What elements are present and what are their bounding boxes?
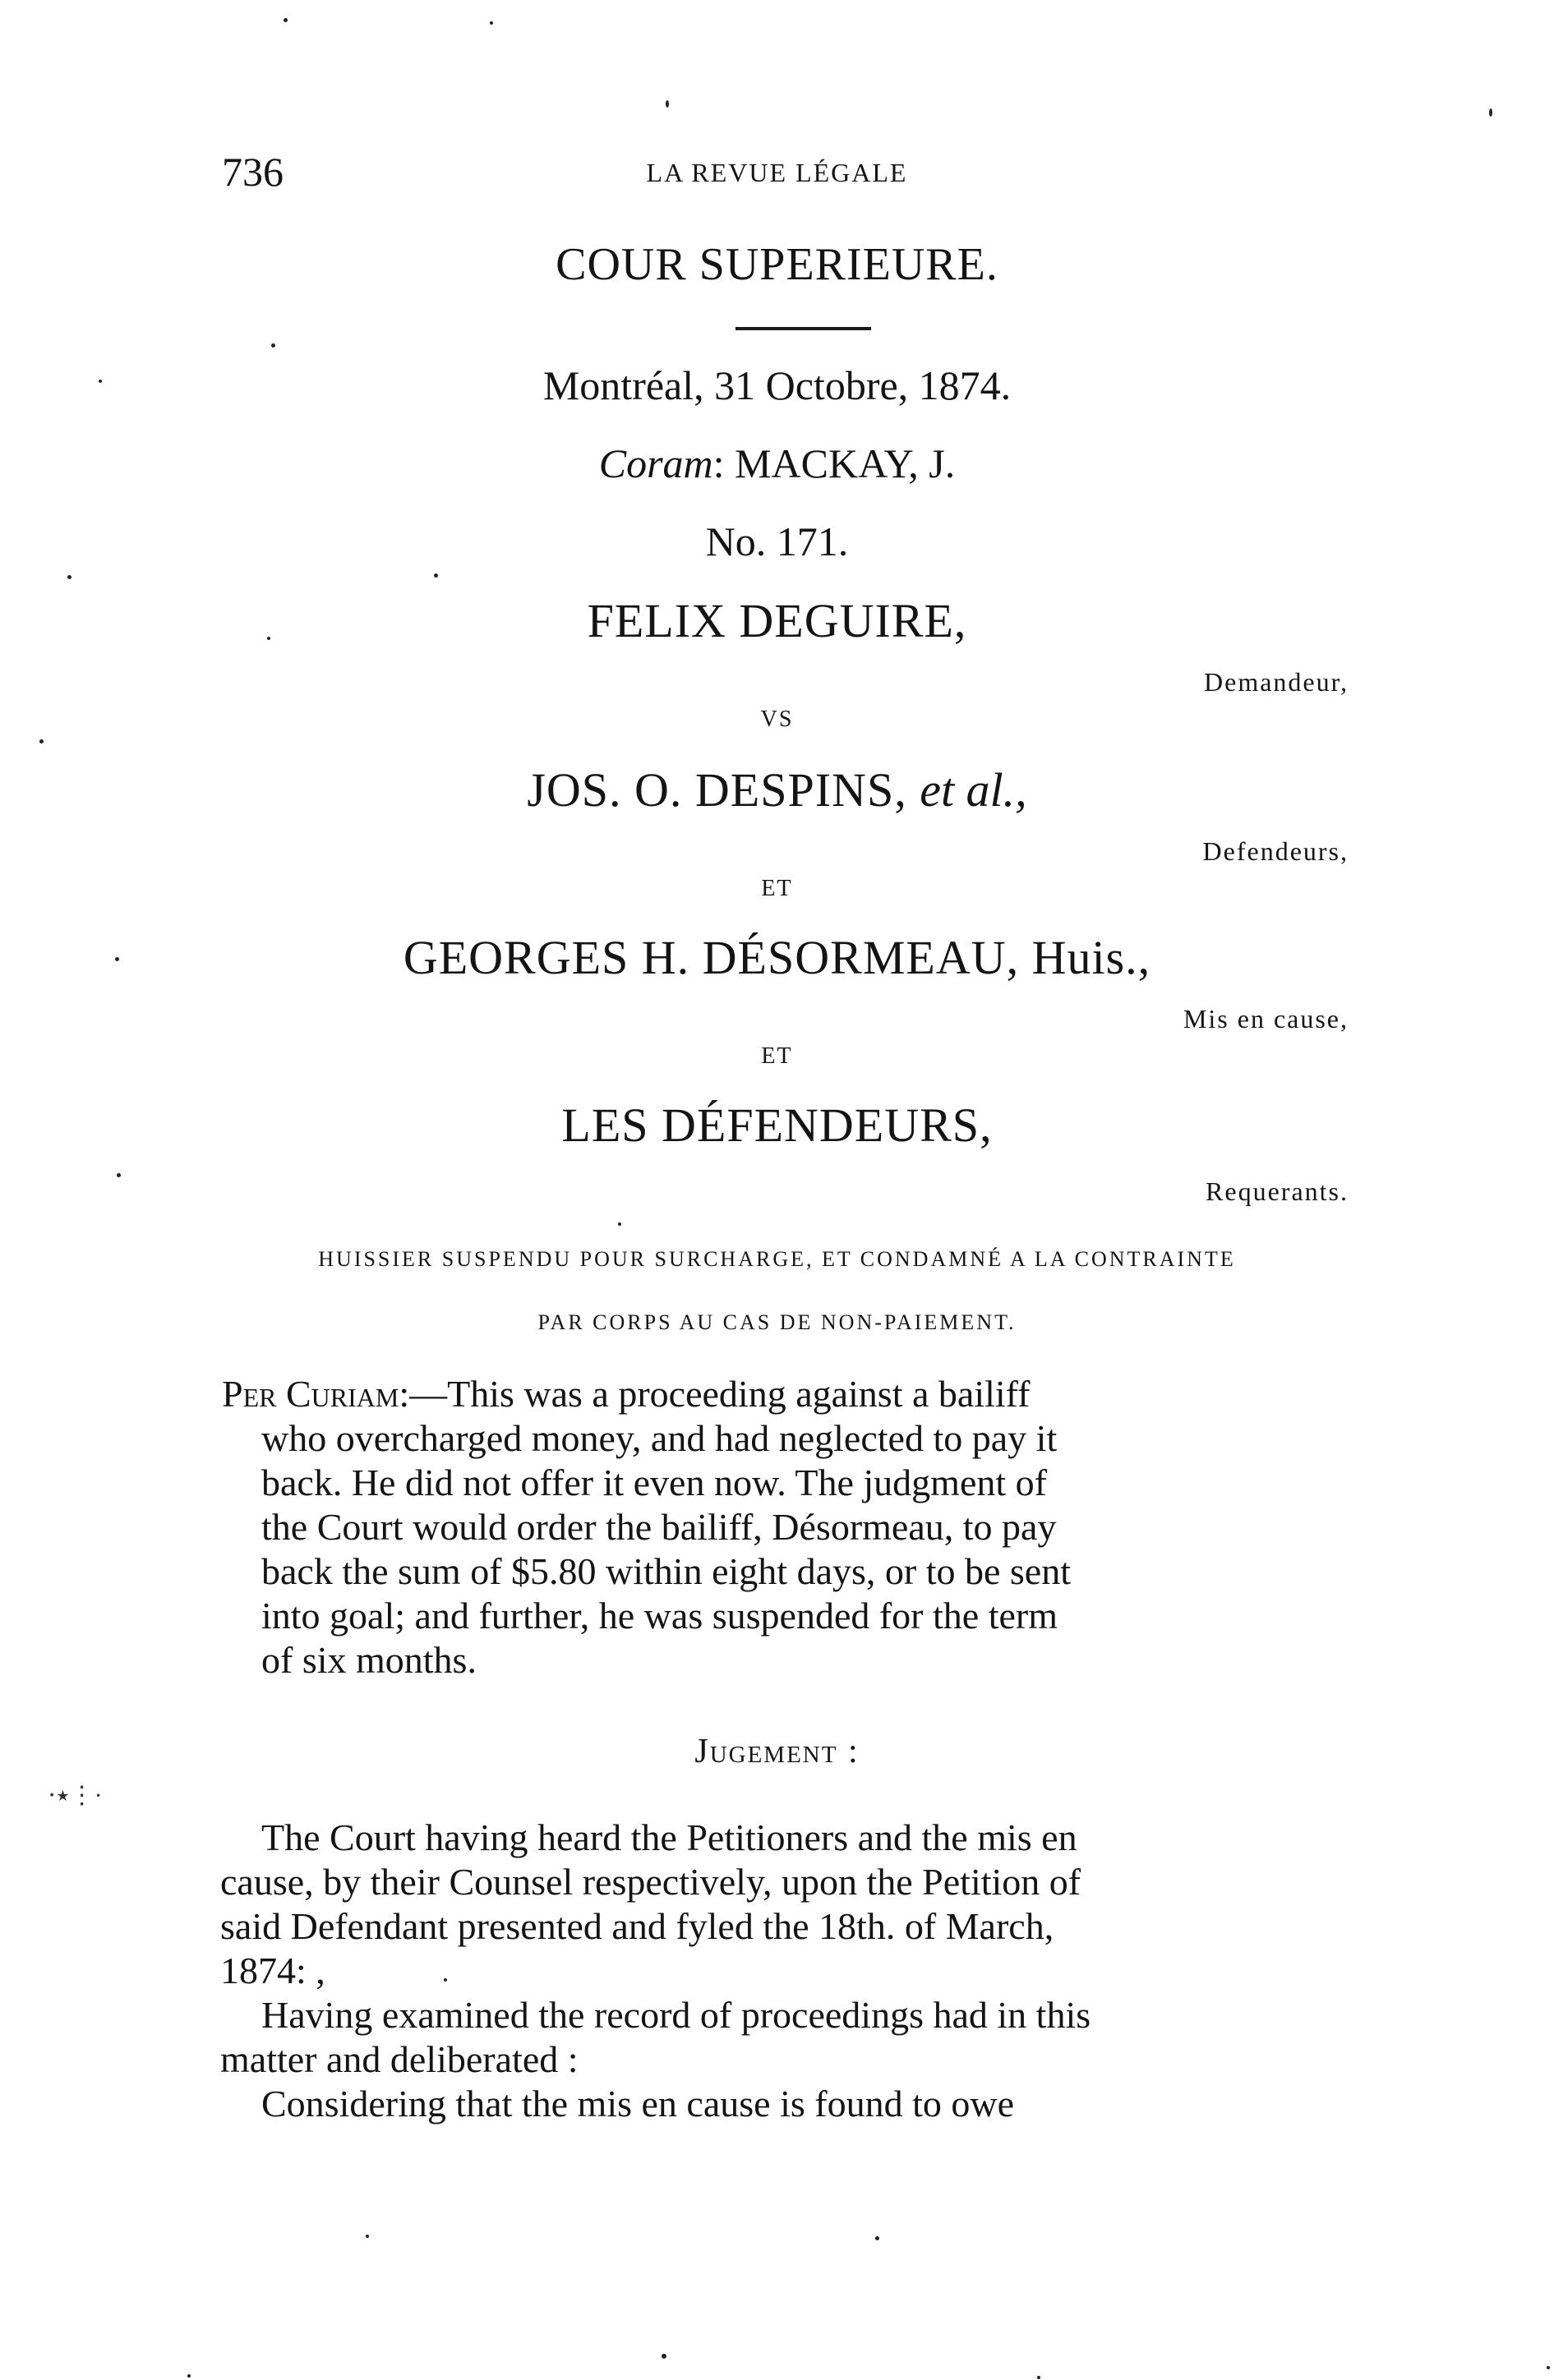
- judgment-line-5: Having examined the record of proceedings had in this: [261, 1994, 1091, 2036]
- coram-line: [0, 440, 1554, 487]
- jugement-heading: Jugement :: [694, 1733, 860, 1770]
- defendant-line: [0, 762, 1554, 817]
- per-curiam-line-2: who overcharged money, and had neglected to pay it: [261, 1417, 1058, 1459]
- scan-speck: [666, 100, 669, 108]
- scan-speck: [1037, 2376, 1040, 2379]
- per-curiam-line-1: [222, 1372, 1030, 1416]
- per-curiam-line-4: the Court would order the bailiff, Désormeau, to pay: [261, 1506, 1057, 1548]
- mis-en-cause-name: GEORGES H. DÉSORMEAU, Huis.,: [403, 931, 1151, 984]
- scan-speck: [366, 2235, 369, 2238]
- judgment-line-7: Considering that the mis en cause is found to owe: [261, 2083, 1015, 2125]
- requerants-name: LES DÉFENDEURS,: [561, 1098, 993, 1152]
- scan-speck: [284, 18, 288, 22]
- per-curiam-text-1: :—This was a proceeding against a bailiff: [399, 1373, 1031, 1415]
- ink-blot: ⋅٭⋮·: [48, 1782, 103, 1809]
- scan-speck: [267, 637, 270, 640]
- defendant-name: JOS. O. DESPINS,: [527, 763, 907, 817]
- judgment-line-6: matter and deliberated :: [220, 2038, 579, 2080]
- per-curiam-line-5: back the sum of $5.80 within eight days, or to be sent: [261, 1550, 1072, 1592]
- title-rule: [735, 327, 871, 330]
- scan-speck: [662, 2354, 666, 2359]
- summary-line-1: HUISSIER SUSPENDU POUR SURCHARGE, ET CONDAMNÉ A LA CONTRAINTE: [318, 1247, 1236, 1271]
- scan-speck: [1547, 2366, 1550, 2369]
- judgment-line-1: The Court having heard the Petitioners and the mis en: [261, 1816, 1077, 1858]
- per-curiam-line-7: of six months.: [261, 1639, 477, 1681]
- versus-label: VS: [760, 707, 794, 732]
- requerants-role: Requerants.: [1206, 1176, 1349, 1206]
- et-label-2: ET: [761, 1043, 793, 1069]
- court-title: COUR SUPERIEURE.: [556, 239, 998, 290]
- scan-speck: [1489, 108, 1492, 117]
- scan-speck: [618, 1222, 621, 1226]
- defendant-etal: et al.,: [920, 763, 1027, 817]
- scan-speck: [39, 739, 44, 743]
- judgment-line-4: 1874: ,: [220, 1950, 325, 1991]
- scan-speck: [117, 1173, 121, 1177]
- coram-judge: : MACKAY, J.: [712, 440, 956, 486]
- plaintiff-name: FELIX DEGUIRE,: [587, 594, 967, 647]
- scan-speck: [434, 573, 438, 578]
- defendant-role: Defendeurs,: [1202, 836, 1349, 866]
- summary-line-2: PAR CORPS AU CAS DE NON-PAIEMENT.: [537, 1310, 1017, 1334]
- scan-speck: [187, 2374, 191, 2378]
- scan-speck: [67, 575, 71, 579]
- scan-speck: [444, 1978, 447, 1982]
- page-number: 736: [222, 149, 284, 195]
- per-curiam-label: Per Curiam: [222, 1373, 399, 1415]
- scan-speck: [875, 2236, 879, 2240]
- judgment-line-2: cause, by their Counsel respectively, upon the Petition of: [220, 1861, 1081, 1903]
- coram-label: Coram: [598, 440, 713, 486]
- scan-speck: [99, 380, 102, 383]
- mis-en-cause-role: Mis en cause,: [1183, 1004, 1349, 1033]
- plaintiff-role: Demandeur,: [1204, 667, 1349, 697]
- running-head: LA REVUE LÉGALE: [646, 158, 908, 187]
- per-curiam-line-6: into goal; and further, he was suspended for the term: [261, 1595, 1058, 1637]
- per-curiam-line-3: back. He did not offer it even now. The judgment of: [261, 1462, 1047, 1503]
- scan-speck: [490, 21, 493, 25]
- et-label-1: ET: [761, 876, 793, 901]
- scan-speck: [115, 957, 119, 961]
- case-number: No. 171.: [705, 518, 849, 564]
- scan-speck: [271, 343, 275, 348]
- judgment-line-3: said Defendant presented and fyled the 18th. of March,: [220, 1905, 1054, 1947]
- date-line: Montréal, 31 Octobre, 1874.: [542, 362, 1012, 408]
